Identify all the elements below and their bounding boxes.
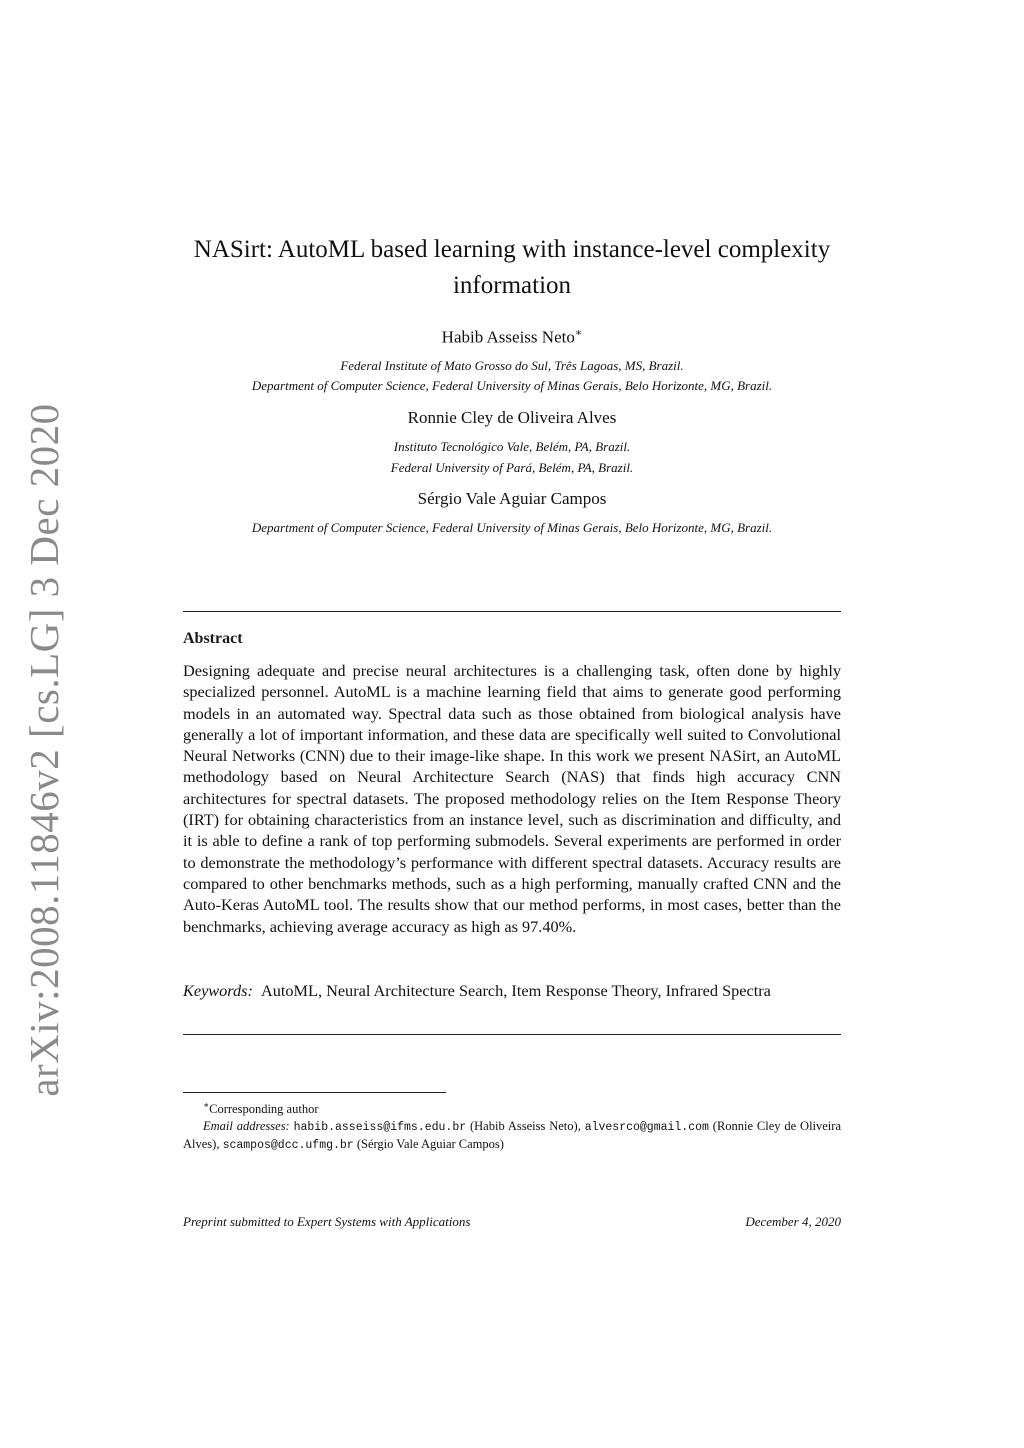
- abstract-heading: Abstract: [183, 630, 243, 647]
- footnotes: [183, 1097, 841, 1154]
- paper-title: NASirt: AutoML based learning with instance-level complexity information: [193, 236, 831, 299]
- arxiv-stamp: arXiv:2008.11846v2 [cs.LG] 3 Dec 2020: [21, 403, 67, 1097]
- abstract-bottom-rule: [183, 1034, 841, 1035]
- corresponding-note: [183, 1097, 841, 1118]
- author-1-affiliation-2: Department of Computer Science, Federal University of Minas Gerais, Belo Horizonte, MG, Brazil.: [251, 378, 773, 393]
- footnote-rule: [183, 1092, 446, 1093]
- author-1: [183, 326, 841, 348]
- email-addresses: [183, 1118, 841, 1154]
- author-1-name: Habib Asseiss Neto: [441, 327, 575, 347]
- footnote-mark: ∗: [203, 1100, 210, 1110]
- author-3-affiliation-1: Department of Computer Science, Federal University of Minas Gerais, Belo Horizonte, MG, Brazil.: [251, 520, 773, 535]
- author-1-affiliation-1: Federal Institute of Mato Grosso do Sul, Três Lagoas, MS, Brazil.: [340, 358, 684, 373]
- footer-date: December 4, 2020: [745, 1214, 841, 1229]
- abstract-text: Designing adequate and precise neural architectures is a challenging task, often done by highly specialized personnel. AutoML is a machine learning field that aims to generate good performing models in an automated way. Spectral data such as those obtained from biological analysis have generally a lot of important information, and these data are specifically well suited to Convolutional Neural Networks (CNN) due to their image-like shape. In this work we present NASirt, an AutoML methodology based on Neural Architecture Search (NAS) that finds high accuracy CNN architectures for spectral datasets. The proposed methodology relies on the Item Response Theory (IRT) for obtaining characteristics from an instance level, such as discrimination and difficulty, and it is able to define a rank of top performing submodels. Several experiments are performed in order to demonstrate the methodology’s performance with different spectral datasets. Accuracy results are compared to other benchmarks methods, such as a high performing, manually crafted CNN and the Auto-Keras AutoML tool. The results show that our method performs, in most cases, better than the benchmarks, achieving average accuracy as high as 97.40%.: [183, 661, 841, 936]
- author-1-mark: ∗: [574, 327, 583, 339]
- author-3-name: Sérgio Vale Aguiar Campos: [417, 489, 607, 508]
- email-label: Email addresses:: [203, 1119, 290, 1134]
- email-link-3[interactable]: scampos@dcc.ufmg.br: [222, 1139, 354, 1153]
- author-2-name: Ronnie Cley de Oliveira Alves: [407, 408, 617, 427]
- keywords-text: AutoML, Neural Architecture Search, Item Response Theory, Infrared Spectra: [260, 981, 771, 1000]
- abstract-top-rule: [183, 611, 841, 612]
- author-2-affiliation-1: Instituto Tecnológico Vale, Belém, PA, Brazil.: [393, 439, 631, 454]
- email-link-1[interactable]: habib.asseiss@ifms.edu.br: [293, 1121, 467, 1135]
- email-owner-1: (Habib Asseiss Neto),: [469, 1119, 581, 1134]
- keywords-label: Keywords:: [183, 981, 253, 1000]
- corresponding-label: Corresponding author: [209, 1102, 319, 1117]
- email-link-2[interactable]: alvesrco@gmail.com: [584, 1121, 709, 1135]
- footer-journal: Preprint submitted to Expert Systems with Applications: [183, 1214, 471, 1229]
- keywords: [183, 980, 841, 1001]
- author-2-affiliation-2: Federal University of Pará, Belém, PA, Brazil.: [390, 460, 634, 475]
- email-owner-3: (Sérgio Vale Aguiar Campos): [356, 1137, 504, 1152]
- email-owner-2: (Ronnie Cley de Oliveira Alves),: [183, 1119, 841, 1152]
